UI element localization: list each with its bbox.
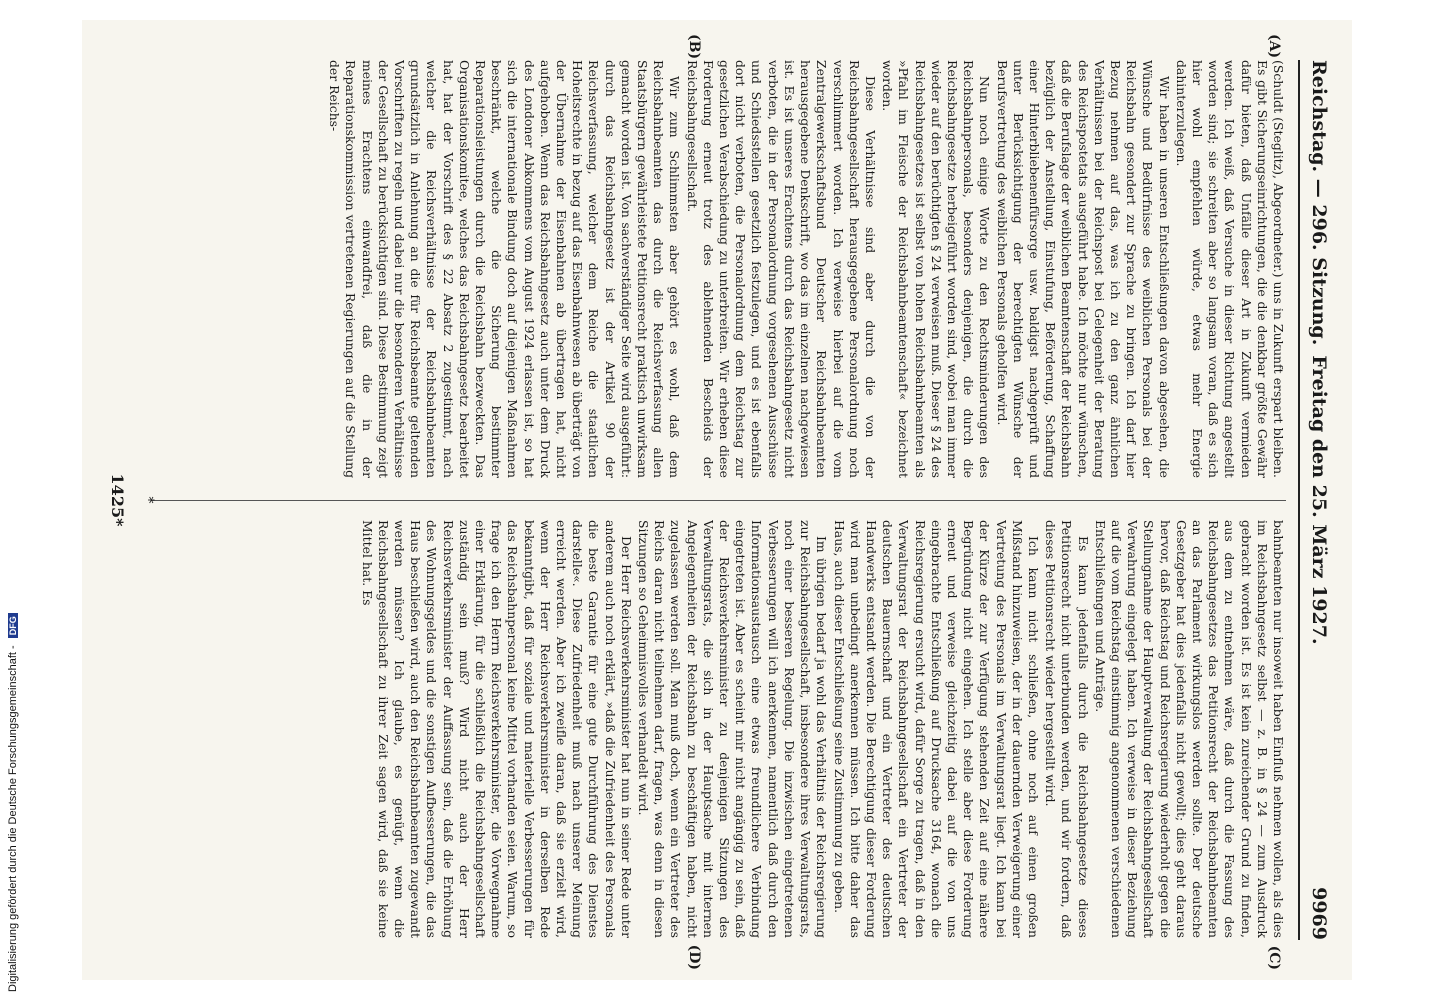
marker-b: (B) xyxy=(686,34,702,60)
paragraph: Es kann jedenfalls durch die Reichsbahngesetze dieses Petitionsrecht nicht unterbunden werden, und wir fordern, daß dieses Petitionsrecht wieder hergestellt wird. xyxy=(1043,520,1091,938)
header-left: Reichstag. — 296. Sitzung. xyxy=(1308,60,1330,346)
paragraph: Nun noch einige Worte zu den Rechtsminderungen des Reichsbahnpersonals, besonders denjenigen, die durch die Reichsbahngesetze herbeigeführt worden sind, wobei man immer wieder auf den berüchtigten § 24 verweisen muß. Dieser § 24 des Reichsbahngesetzes ist selbst von hohen Reichsbahnbeamten als »Pfahl im Fleische der Reichsbahnbeamtenschaft« bezeichnet worden. xyxy=(880,60,993,478)
header-page-number: 9969 xyxy=(1308,887,1330,940)
dfg-credit-text: Digitalisierung gefördert durch die Deutsche Forschungsgemeinschaft - xyxy=(7,645,19,992)
paragraph: Wir haben in unseren Entschließungen davon abgesehen, die Wünsche und Bedürfnisse des weiblichen Personals bei der Reichsbahn gesondert zur Sprache zu bringen. Ich darf hier Bezug nehmen auf das, was ich zu den ganz ähnlichen Verhältnissen bei der Reichspost bei Gelegenheit der Beratung des Reichspostetats ausgeführt habe. Ich möchte nur wünschen, daß die Berufslage der weiblichen Beamtenschaft der Reichsbahn bezüglich der Anstellung, Einstufung, Beförderung, Schaffung einer Hinterbliebenenfürsorge usw. baldigst nachgeprüft und unter Berücksichtigung der berechtigten Wünsche der Berufsvertretung des weiblichen Personals geholfen wird. xyxy=(994,60,1172,478)
text-column-left xyxy=(151,60,1286,478)
footer-star: * xyxy=(140,496,156,504)
marker-a: (A) xyxy=(1266,34,1282,59)
paragraph: Diese Verhältnisse sind aber durch die von der Reichsbahngesellschaft herausgegebene Personalordnung noch verschlimmert worden. Ich verweise hierbei auf die vom Zentralgewerkschaftsbund Deutscher Reichsbahnbeamten herausgegebene Denkschrift, wo das im einzelnen nachgewiesen ist. Es ist unseres Erachtens durch das Reichsbahngesetz nicht verboten, die in der Personalordnung vorgesehenen Ausschüsse und Schiedsstellen gesetzlich festzulegen, und es ist ebenfalls dort nicht verboten, die Personalordnung dem Reichstag zur gesetzlichen Verabschiedung zu unterbreiten. Wir erheben diese Forderung erneut trotz des ablehnenden Bescheids der Reichsbahngesellschaft. xyxy=(684,60,878,478)
paragraph: Ich kann nicht schließen, ohne noch auf einen großen Mißstand hinzuweisen, der in der dauernden Verweigerung einer Vertretung des Personals im Verwaltungsrat liegt. Ich kann bei der Kürze der zur Verfügung stehenden Zeit auf eine nähere Begründung nicht eingehen. Ich stelle aber diese Forderung erneut und verweise gleichzeitig dabei auf die von uns eingebrachte Entschließung auf Drucksache 3164, wonach die Reichsregierung ersucht wird, dafür Sorge zu tragen, daß in den Verwaltungsrat der Reichsbahngesellschaft ein Vertreter der deutschen Bauernschaft und ein Vertreter des deutschen Handwerks entsandt werden. Die Berechtigung dieser Forderung wird man unbedingt anerkennen müssen. Ich bitte daher das Haus, auch dieser Entschließung seine Zustimmung zu geben. xyxy=(831,520,1041,938)
dfg-logo: DFG xyxy=(8,613,18,638)
header-rule xyxy=(1298,60,1300,940)
scanned-page xyxy=(82,20,1352,980)
header-date: Freitag den 25. März 1927. xyxy=(1308,355,1330,645)
page-header xyxy=(1300,60,1330,940)
dfg-credit xyxy=(7,613,19,992)
marker-d: (D) xyxy=(686,944,702,970)
footer-page-code: 1425* xyxy=(108,473,127,527)
text-column-right xyxy=(151,520,1286,938)
paragraph: bahnbeamten nur insoweit haben Einfluß nehmen wollen, als dies im Reichsbahngesetz selbst — z. B. in § 24 — zum Ausdruck gebracht worden ist. Es ist kein zureichender Grund zu finden, aus dem zu entnehmen wäre, daß durch die Fassung des Reichsbahngesetzes das Petitionsrecht der Reichsbahnbeamten an das Parlament wirkungslos werden sollte. Der deutsche Gesetzgeber hat dies jedenfalls nicht gewollt; dies geht daraus hervor, daß Reichstag und Reichsregierung wiederholt gegen die Stellungnahme der Hauptverwaltung der Reichsbahngesellschaft Verwahrung eingelegt haben. Ich verweise in dieser Beziehung auf die vom Reichstag einstimmig angenommenen verschiedenen Entschließungen und Anträge. xyxy=(1092,520,1286,938)
paragraph: Der Herr Reichsverkehrsminister hat nun in seiner Rede unter anderem auch noch erklärt, »daß die Zufriedenheit des Personals die beste Garantie für eine gute Durchführung des Dienstes darstelle«. Diese Zufriedenheit muß nach unserer Meinung erreicht werden. Aber ich zweifle daran, daß sie erzielt wird, wenn der Herr Reichsverkehrsminister in derselben Rede bekanntgibt, daß für soziale und materielle Verbesserungen für das Reichsbahnpersonal keine Mittel vorhanden seien. Warum, so frage ich den Herrn Reichsverkehrsminister, die Vorwegnahme einer Erklärung, für die schließlich die Reichsbahngesellschaft zuständig sein muß? Wird nicht auch der Herr Reichsverkehrsminister der Auffassung sein, daß die Erhöhung des Wohnungsgeldes und die sonstigen Aufbesserungen, die das Haus beschließen wird, auch den Reichsbahnbeamten zugewandt werden müssen? Ich glaube, es genügt, wenn die Reichsbahngesellschaft zu ihrer Zeit sagen wird, daß sie keine Mittel hat. Es xyxy=(359,520,634,938)
marker-c: (C) xyxy=(1266,945,1282,970)
paragraph: (Schuldt (Steglitz), Abgeordneter.) uns in Zukunft erspart bleiben. Es gibt Sicherungseinrichtungen, die die denkbar größte Gewähr dafür bieten, daß Unfälle dieser Art in Zukunft vermieden werden. Ich weiß, daß Versuche in dieser Richtung angestellt worden sind; sie schreiten aber so langsam voran, daß es sich hier wohl empfehlen würde, etwas mehr Energie dahinterzulegen. xyxy=(1173,60,1286,478)
paragraph: Wir zum Schlimmsten aber gehört es wohl, daß dem Reichsbahnbeamten das durch die Reichsverfassung allen Staatsbürgern gewährleistete Petitionsrecht praktisch unwirksam gemacht worden ist. Von sachverständiger Seite wird ausgeführt: durch das Reichsbahngesetz ist der Artikel 90 der Reichsverfassung, welcher dem Reiche die staatlichen Hoheitsrechte in bezug auf das Eisenbahnwesen ab überträgt von der Übernahme der Eisenbahnen ab übertragen hat, nicht aufgehoben. Wenn das Reichsbahngesetz auch unter dem Druck des Londoner Abkommens vom August 1924 erlassen ist, so hat sich die internationale Bindung doch auf diejenigen Maßnahmen beschränkt, welche die Sicherung bestimmter Reparationsleistungen durch die Reichsbahn bezweckten. Das Organisationskomitee, welches das Reichsbahngesetz bearbeitet hat, hat der Vorschrift des § 22 Absatz 2 zugestimmt, nach welcher die Reichsverhältnisse der Reichsbahnbeamten grundsätzlich in Anlehnung an die für Reichsbeamte geltenden Vorschriften zu regeln und dabei nur die besonderen Verhältnisse der Gesellschaft zu berücksichtigen sind. Diese Bestimmung zeigt meines Erachtens einwandfrei, daß die in der Reparationskommission vertretenen Regierungen auf die Stellung der Reichs- xyxy=(327,60,683,478)
dfg-sidebar xyxy=(0,0,24,1000)
column-separator xyxy=(151,500,1286,501)
paragraph: Im übrigen bedarf ja wohl das Verhältnis der Reichsregierung zur Reichsbahngesellschaft, insbesondere ihres Verwaltungsrats, noch einer besseren Regelung. Die inzwischen eingetretenen Verbesserungen will ich anerkennen, namentlich daß durch den Informationsaustausch eine etwas freundlichere Verbindung eingetreten ist. Aber es scheint mir nicht angängig zu sein, daß der Reichsverkehrsminister zu denjenigen Sitzungen des Verwaltungsrats, die sich in der Hauptsache mit internen Angelegenheiten der Reichsbahn zu beschäftigen haben, nicht zugelassen werden soll. Man muß doch, wenn ein Vertreter des Reichs daran nicht teilnehmen darf, fragen, was denn in diesen Sitzungen so Geheimnisvolles verhandelt wird. xyxy=(636,520,830,938)
